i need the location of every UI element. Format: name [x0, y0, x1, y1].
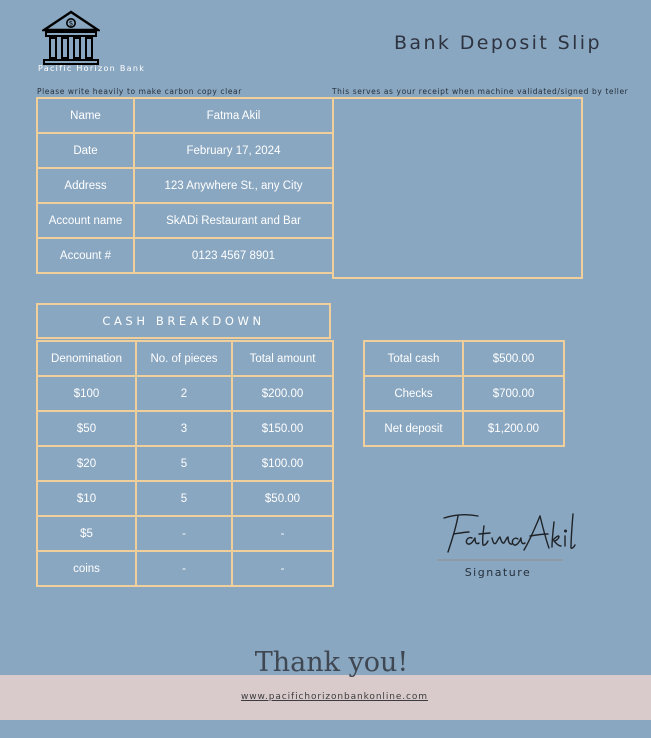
denomination-cell: $5 — [37, 516, 136, 551]
amount-cell: $200.00 — [232, 376, 333, 411]
table-row — [37, 376, 333, 411]
info-value: Fatma Akil — [134, 98, 333, 133]
table-row — [37, 516, 333, 551]
info-value: SkADi Restaurant and Bar — [134, 203, 333, 238]
totals-value: $1,200.00 — [463, 411, 564, 446]
totals-row-checks — [364, 376, 564, 411]
thank-you-text: Thank you! — [254, 647, 409, 678]
totals-value: $500.00 — [463, 341, 564, 376]
totals-label: Total cash — [364, 341, 463, 376]
table-row — [37, 446, 333, 481]
info-row-address — [37, 168, 333, 203]
info-label: Account name — [37, 203, 134, 238]
receipt-note: This serves as your receipt when machine validated/signed by teller — [332, 87, 629, 96]
bank-building-icon — [42, 10, 100, 66]
amount-cell: - — [232, 551, 333, 586]
info-label: Address — [37, 168, 134, 203]
pieces-cell: 3 — [136, 411, 232, 446]
column-header: Denomination — [37, 341, 136, 376]
info-label: Name — [37, 98, 134, 133]
column-header: Total amount — [232, 341, 333, 376]
page-title: Bank Deposit Slip — [394, 32, 602, 54]
denomination-cell: $10 — [37, 481, 136, 516]
info-label: Date — [37, 133, 134, 168]
table-header-row — [37, 341, 333, 376]
totals-row-net-deposit — [364, 411, 564, 446]
svg-text:$: $ — [68, 19, 74, 28]
totals-table — [363, 340, 565, 447]
info-row-account-number — [37, 238, 333, 273]
totals-row-total-cash — [364, 341, 564, 376]
pieces-cell: 5 — [136, 481, 232, 516]
amount-cell: $100.00 — [232, 446, 333, 481]
totals-label: Net deposit — [364, 411, 463, 446]
pieces-cell: 2 — [136, 376, 232, 411]
info-value: February 17, 2024 — [134, 133, 333, 168]
amount-cell: $50.00 — [232, 481, 333, 516]
depositor-info-table — [36, 97, 334, 274]
amount-cell: - — [232, 516, 333, 551]
cash-breakdown-table — [36, 340, 334, 587]
teller-validation-box — [332, 97, 583, 279]
table-row — [37, 481, 333, 516]
pieces-cell: - — [136, 516, 232, 551]
denomination-cell: $100 — [37, 376, 136, 411]
cash-breakdown-title: CASH BREAKDOWN — [36, 303, 331, 339]
totals-label: Checks — [364, 376, 463, 411]
column-header: No. of pieces — [136, 341, 232, 376]
info-value: 0123 4567 8901 — [134, 238, 333, 273]
denomination-cell: $20 — [37, 446, 136, 481]
info-row-account-name — [37, 203, 333, 238]
denomination-cell: coins — [37, 551, 136, 586]
info-row-date — [37, 133, 333, 168]
info-value: 123 Anywhere St., any City — [134, 168, 333, 203]
signature-label: Signature — [464, 566, 532, 579]
signature-line — [437, 559, 563, 561]
carbon-copy-note: Please write heavily to make carbon copy clear — [37, 87, 242, 96]
info-label: Account # — [37, 238, 134, 273]
website-link[interactable]: www.pacifichorizonbankonline.com — [241, 692, 428, 702]
totals-value: $700.00 — [463, 376, 564, 411]
amount-cell: $150.00 — [232, 411, 333, 446]
pieces-cell: 5 — [136, 446, 232, 481]
table-row — [37, 411, 333, 446]
table-row — [37, 551, 333, 586]
handwritten-signature — [438, 508, 578, 558]
pieces-cell: - — [136, 551, 232, 586]
bank-name: Pacific Horizon Bank — [38, 64, 146, 73]
denomination-cell: $50 — [37, 411, 136, 446]
info-row-name — [37, 98, 333, 133]
